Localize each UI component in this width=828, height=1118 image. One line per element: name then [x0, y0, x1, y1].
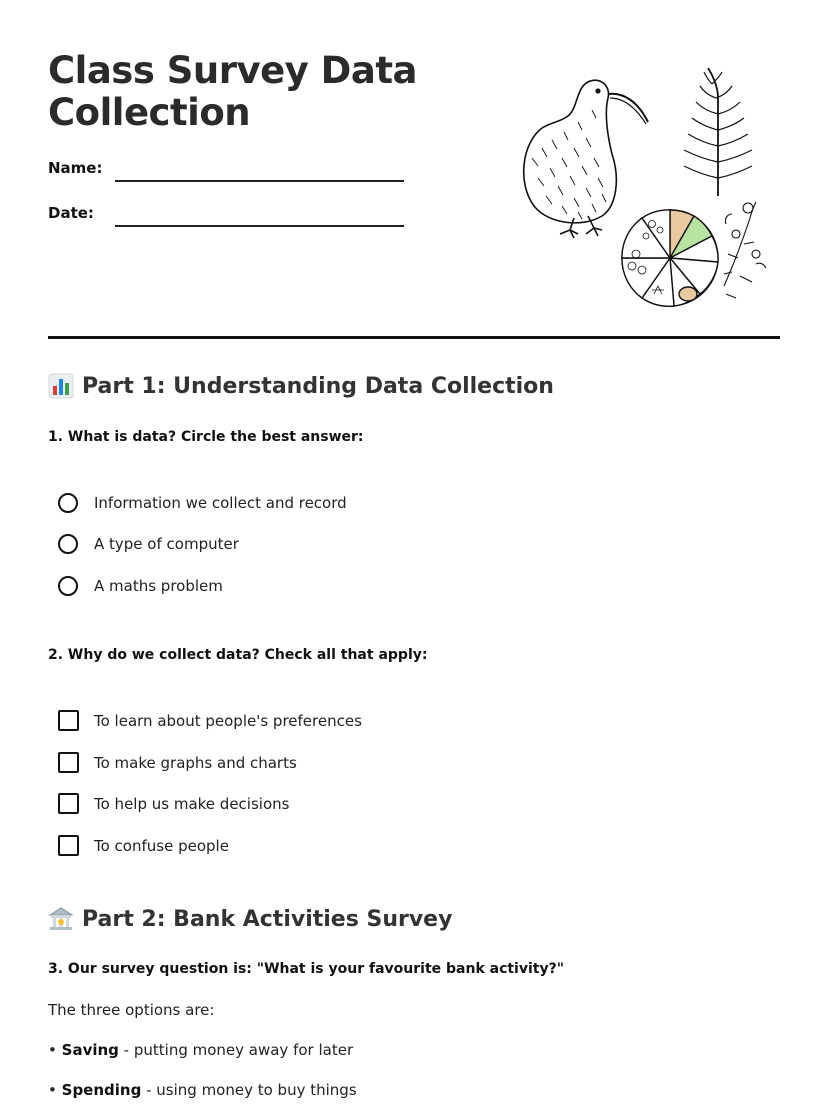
q2-option-4[interactable]	[58, 835, 229, 856]
checkbox[interactable]	[58, 835, 79, 856]
option-desc: - using money to buy things	[141, 1081, 357, 1099]
option-label: To help us make decisions	[94, 794, 290, 813]
checkbox[interactable]	[58, 793, 79, 814]
question-1: 1. What is data? Circle the best answer:	[48, 429, 364, 445]
option-item	[48, 1041, 353, 1059]
bank-icon	[48, 906, 74, 932]
kiwi-fern-pie-illustration	[512, 58, 772, 314]
option-term: Spending	[61, 1081, 142, 1099]
bar-chart-icon	[48, 373, 74, 399]
radio-circle[interactable]	[58, 534, 78, 554]
part1-heading	[48, 373, 554, 399]
q2-option-1[interactable]	[58, 710, 362, 731]
q2-option-2[interactable]	[58, 752, 297, 773]
option-label: To confuse people	[94, 836, 229, 855]
q1-option-1[interactable]	[58, 493, 347, 513]
option-label: To make graphs and charts	[94, 753, 297, 772]
option-term: Saving	[61, 1041, 119, 1059]
question-3: 3. Our survey question is: "What is your favourite bank activity?"	[48, 961, 565, 977]
q2-option-3[interactable]	[58, 793, 289, 814]
part1-heading-text: Part 1: Understanding Data Collection	[82, 373, 554, 399]
options-intro: The three options are:	[48, 1001, 215, 1019]
name-label: Name:	[48, 159, 103, 177]
option-label: To learn about people's preferences	[94, 711, 362, 730]
kiwi-bird-icon	[524, 80, 648, 238]
radio-circle[interactable]	[58, 493, 78, 513]
option-desc: - putting money away for later	[118, 1041, 354, 1059]
name-field[interactable]	[115, 180, 404, 182]
option-label: A type of computer	[94, 535, 239, 553]
question-2: 2. Why do we collect data? Check all that apply:	[48, 647, 428, 663]
checkbox[interactable]	[58, 710, 79, 731]
pie-chart-icon	[622, 210, 718, 306]
radio-circle[interactable]	[58, 576, 78, 596]
fern-icon	[684, 68, 752, 196]
option-label: Information we collect and record	[94, 494, 347, 512]
q1-option-2[interactable]	[58, 534, 239, 554]
option-label: A maths problem	[94, 577, 223, 595]
q1-option-3[interactable]	[58, 576, 223, 596]
bullet: •	[48, 1081, 57, 1099]
page-title: Class Survey Data Collection	[48, 49, 418, 134]
section-divider	[48, 336, 780, 339]
part2-heading	[48, 906, 452, 932]
checkbox[interactable]	[58, 752, 79, 773]
flower-sprig-icon	[724, 202, 766, 298]
option-item	[48, 1081, 357, 1099]
date-field[interactable]	[115, 225, 404, 227]
part2-heading-text: Part 2: Bank Activities Survey	[82, 906, 453, 932]
date-label: Date:	[48, 204, 94, 222]
bullet: •	[48, 1041, 57, 1059]
